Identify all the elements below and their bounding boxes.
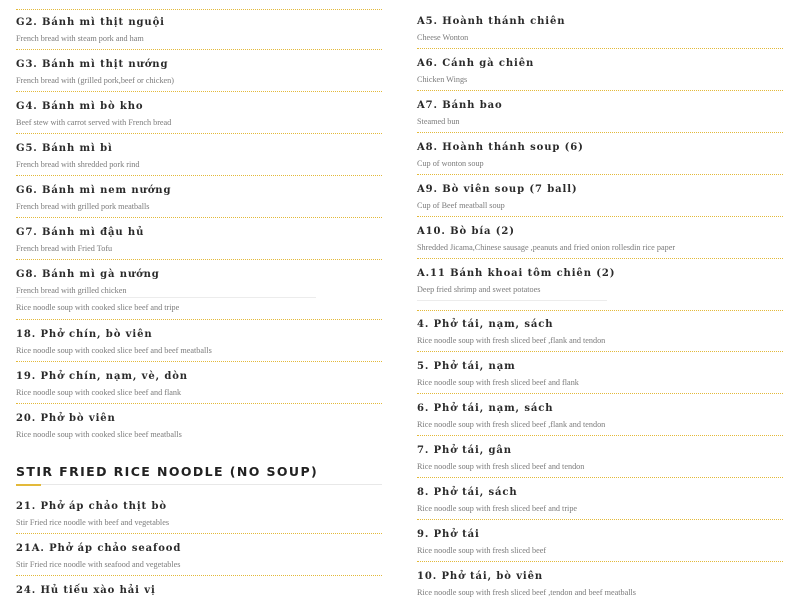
menu-item-description: French bread with grilled chicken bbox=[16, 286, 127, 295]
section-title: STIR FRIED RICE NOODLE (NO SOUP) bbox=[16, 464, 319, 479]
divider bbox=[417, 90, 783, 91]
menu-item-name: 21A. Phở áp chảo seafood bbox=[16, 543, 182, 554]
menu-item-name: G4. Bánh mì bò kho bbox=[16, 101, 144, 112]
menu-item-description: Stir Fried rice noodle with beef and vegetables bbox=[16, 518, 170, 527]
menu-item-name: 8. Phở tái, sách bbox=[417, 487, 518, 498]
divider bbox=[417, 258, 783, 259]
divider bbox=[417, 310, 783, 311]
divider bbox=[16, 175, 382, 176]
menu-item-name: 6. Phở tái, nạm, sách bbox=[417, 403, 554, 414]
divider bbox=[16, 259, 382, 260]
divider bbox=[41, 484, 382, 485]
menu-item-description: Stir Fried rice noodle with seafood and vegetables bbox=[16, 560, 181, 569]
menu-item-description: French bread with steam pork and ham bbox=[16, 34, 144, 43]
menu-item-name: 4. Phở tái, nạm, sách bbox=[417, 319, 554, 330]
divider bbox=[417, 561, 783, 562]
divider bbox=[16, 133, 382, 134]
menu-item-description: Rice noodle soup with fresh sliced beef bbox=[417, 546, 547, 555]
menu-item-description: Cheese Wonton bbox=[417, 33, 469, 42]
menu-item-description: Rice noodle soup with fresh sliced beef and tendon bbox=[417, 462, 585, 471]
divider bbox=[417, 477, 783, 478]
menu-item-name: 19. Phở chín, nạm, vè, dòn bbox=[16, 371, 188, 382]
menu-item-description: Rice noodle soup with cooked slice beef and tripe bbox=[16, 303, 180, 312]
divider bbox=[16, 217, 382, 218]
menu-item-name: 21. Phở áp chảo thịt bò bbox=[16, 501, 167, 512]
menu-item-name: G3. Bánh mì thịt nướng bbox=[16, 59, 169, 70]
divider bbox=[417, 300, 607, 301]
menu-item-name: 5. Phở tái, nạm bbox=[417, 361, 516, 372]
menu-item-name: A.11 Bánh khoai tôm chiên (2) bbox=[417, 268, 616, 279]
divider bbox=[417, 519, 783, 520]
menu-item-description: French bread with grilled pork meatballs bbox=[16, 202, 150, 211]
divider bbox=[417, 393, 783, 394]
menu-item-name: G6. Bánh mì nem nướng bbox=[16, 185, 172, 196]
menu-item-description: Rice noodle soup with cooked slice beef and flank bbox=[16, 388, 182, 397]
menu-item-description: Cup of Beef meatball soup bbox=[417, 201, 505, 210]
menu-item-name: G5. Bánh mì bì bbox=[16, 143, 113, 154]
divider bbox=[16, 91, 382, 92]
menu-item-description: Rice noodle soup with cooked slice beef and beef meatballs bbox=[16, 346, 212, 355]
menu-item-name: A6. Cánh gà chiên bbox=[417, 58, 535, 69]
divider bbox=[417, 435, 783, 436]
divider bbox=[16, 403, 382, 404]
divider bbox=[417, 174, 783, 175]
section-underline bbox=[16, 484, 41, 486]
divider bbox=[16, 297, 316, 298]
divider bbox=[16, 49, 382, 50]
menu-item-description: Rice noodle soup with fresh sliced beef and tripe bbox=[417, 504, 578, 513]
menu-item-name: A10. Bò bía (2) bbox=[417, 226, 515, 237]
menu-item-description: Steamed bun bbox=[417, 117, 460, 126]
menu-item-description: Chicken Wings bbox=[417, 75, 468, 84]
menu-item-description: French bread with Fried Tofu bbox=[16, 244, 113, 253]
menu-item-name: 18. Phở chín, bò viên bbox=[16, 329, 153, 340]
menu-item-name: A9. Bò viên soup (7 ball) bbox=[417, 184, 578, 195]
menu-item-name: A7. Bánh bao bbox=[417, 100, 503, 111]
menu-item-description: French bread with shredded pork rind bbox=[16, 160, 140, 169]
menu-item-name: 9. Phở tái bbox=[417, 529, 480, 540]
menu-item-name: 20. Phở bò viên bbox=[16, 413, 116, 424]
divider bbox=[16, 9, 382, 10]
menu-item-name: G7. Bánh mì đậu hủ bbox=[16, 227, 145, 238]
menu-item-description: Rice noodle soup with fresh sliced beef ,tendon and beef meatballs bbox=[417, 588, 636, 597]
divider bbox=[16, 533, 382, 534]
menu-item-description: Rice noodle soup with fresh sliced beef ,flank and tendon bbox=[417, 420, 606, 429]
menu-item-description: Rice noodle soup with cooked slice beef meatballs bbox=[16, 430, 182, 439]
divider bbox=[16, 575, 382, 576]
menu-item-name: 24. Hủ tiếu xào hải vị bbox=[16, 585, 156, 596]
menu-item-name: 7. Phở tái, gân bbox=[417, 445, 512, 456]
menu-item-description: French bread with (grilled pork,beef or chicken) bbox=[16, 76, 175, 85]
menu-item-description: Cup of wonton soup bbox=[417, 159, 484, 168]
menu-item-name: A8. Hoành thánh soup (6) bbox=[417, 142, 584, 153]
menu-item-name: 10. Phở tái, bò viên bbox=[417, 571, 544, 582]
divider bbox=[417, 132, 783, 133]
menu-item-description: Beef stew with carrot served with French bread bbox=[16, 118, 172, 127]
menu-item-name: A5. Hoành thánh chiên bbox=[417, 16, 566, 27]
menu-item-name: G2. Bánh mì thịt nguội bbox=[16, 17, 165, 28]
menu-item-name: G8. Bánh mì gà nướng bbox=[16, 269, 160, 280]
menu-item-description: Rice noodle soup with fresh sliced beef ,flank and tendon bbox=[417, 336, 606, 345]
menu-item-description: Deep fried shrimp and sweet potatoes bbox=[417, 285, 541, 294]
menu-item-description: Rice noodle soup with fresh sliced beef and flank bbox=[417, 378, 579, 387]
divider bbox=[16, 319, 382, 320]
divider bbox=[417, 216, 783, 217]
divider bbox=[417, 48, 783, 49]
divider bbox=[16, 361, 382, 362]
menu-item-description: Shredded Jicama,Chinese sausage ,peanuts and fried onion rollesdin rice paper bbox=[417, 243, 676, 252]
divider bbox=[417, 351, 783, 352]
